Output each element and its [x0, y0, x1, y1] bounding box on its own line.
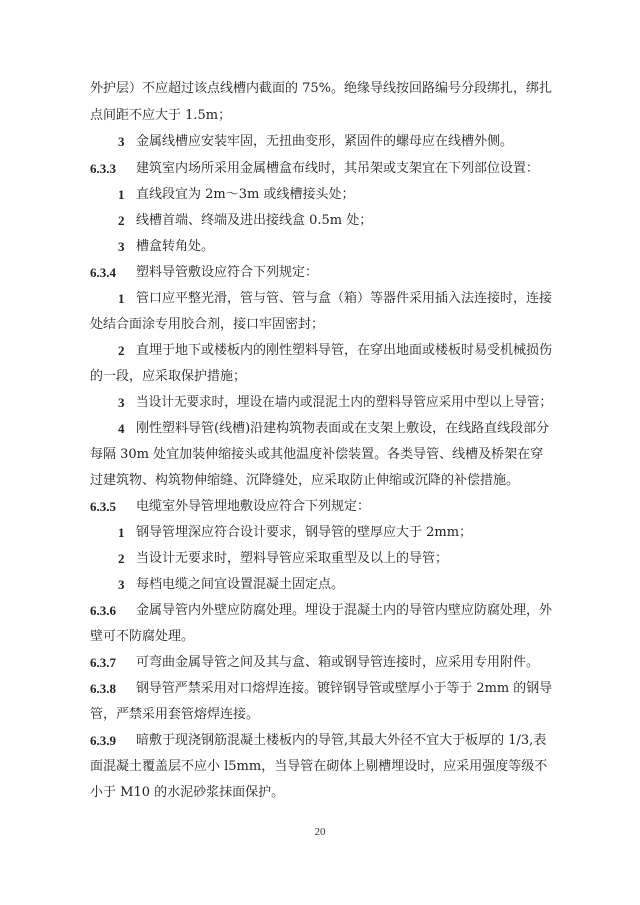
clause-number: 1 [118, 187, 125, 202]
clause-number: 2 [118, 213, 125, 228]
text-line: 槽盒转角处。 [136, 239, 215, 254]
text-line: 直埋于地下或楼板内的刚性塑料导管，在穿出地面或楼板时易受机械损伤 [136, 343, 553, 358]
text-line: 直线段宜为 2m～3m 或线槽接头处； [136, 187, 355, 202]
text-line: 每档电缆之间宜设置混凝土固定点。 [136, 577, 345, 592]
text-line: 处结合面涂专用胶合剂，接口牢固密封； [90, 317, 325, 332]
text-line: 管口应平整光滑，管与管、管与盒（箱）等器件采用插入法连接时，连接 [136, 291, 553, 306]
clause-number: 4 [118, 421, 125, 436]
text-line: 的一段，应采取保护措施； [90, 369, 247, 384]
text-line: 可弯曲金属导管之间及其与盒、箱或钢导管连接时，应采用专用附件。 [136, 655, 540, 670]
text-line: 点间距不应大于 1.5m； [90, 108, 232, 123]
clause-number: 1 [118, 525, 125, 540]
text-line: 暗敷于现浇钢筋混凝土楼板内的导管,其最大外径不宜大于板厚的 1/3,表 [136, 733, 547, 748]
text-line: 电缆室外导管埋地敷设应符合下列规定： [136, 499, 371, 514]
text-line: 建筑室内场所采用金属槽盒布线时，其吊架或支架宜在下列部位设置： [136, 161, 540, 176]
clause-number: 2 [118, 551, 125, 566]
text-line: 当设计无要求时，埋设在墙内或混泥土内的塑料导管应采用中型以上导管； [136, 395, 553, 410]
clause-number: 3 [118, 395, 125, 410]
text-line: 金属导管内外壁应防腐处理。埋设于混凝土内的导管内壁应防腐处理，外 [136, 603, 553, 618]
text-line: 金属线槽应安装牢固，无扭曲变形，紧固件的螺母应在线槽外侧。 [136, 134, 514, 149]
clause-number: 3 [118, 134, 125, 149]
text-line: 钢导管埋深应符合设计要求，钢导管的壁厚应大于 2mm； [136, 525, 473, 540]
clause-number: 3 [118, 577, 125, 592]
clause-number: 6.3.7 [90, 655, 116, 670]
page-number: 20 [314, 826, 326, 838]
text-line: 壁可不防腐处理。 [90, 629, 195, 644]
clause-number: 6.3.8 [90, 681, 116, 696]
clause-number: 6.3.3 [90, 161, 116, 176]
clause-number: 3 [118, 239, 125, 254]
clause-number: 6.3.5 [90, 499, 116, 514]
text-line: 面混凝土覆盖层不应小 l5mm，当导管在砌体上剔槽埋设时，应采用强度等级不 [90, 759, 548, 774]
text-line: 小于 M10 的水泥砂浆抹面保护。 [90, 785, 285, 800]
text-line: 钢导管严禁采用对口熔焊连接。镀锌钢导管或壁厚小于等于 2mm 的钢导 [136, 681, 553, 696]
text-line: 每隔 30m 处宜加装伸缩接头或其他温度补偿装置。各类导管、线槽及桥架在穿 [90, 447, 544, 462]
text-line: 当设计无要求时，塑料导管应采取重型及以上的导管； [136, 551, 449, 566]
text-line: 管，严禁采用套管熔焊连接。 [90, 707, 260, 722]
clause-number: 2 [118, 343, 125, 358]
text-line: 刚性塑料导管(线槽)沿建构筑物表面或在支架上敷设，在线路直线段部分 [136, 421, 550, 436]
clause-number: 6.3.6 [90, 603, 116, 618]
clause-number: 6.3.9 [90, 733, 116, 748]
clause-number: 1 [118, 291, 125, 306]
text-line: 线槽首端、终端及进出接线盒 0.5m 处； [136, 213, 373, 228]
clause-number: 6.3.4 [90, 265, 116, 280]
text-line: 外护层）不应超过该点线槽内截面的 75%。绝缘导线按回路编号分段绑扎，绑扎 [90, 81, 553, 96]
text-line: 过建筑物、构筑物伸缩缝、沉降缝处，应采取防止伸缩或沉降的补偿措施。 [90, 473, 520, 488]
text-line: 塑料导管敷设应符合下列规定： [136, 265, 319, 280]
